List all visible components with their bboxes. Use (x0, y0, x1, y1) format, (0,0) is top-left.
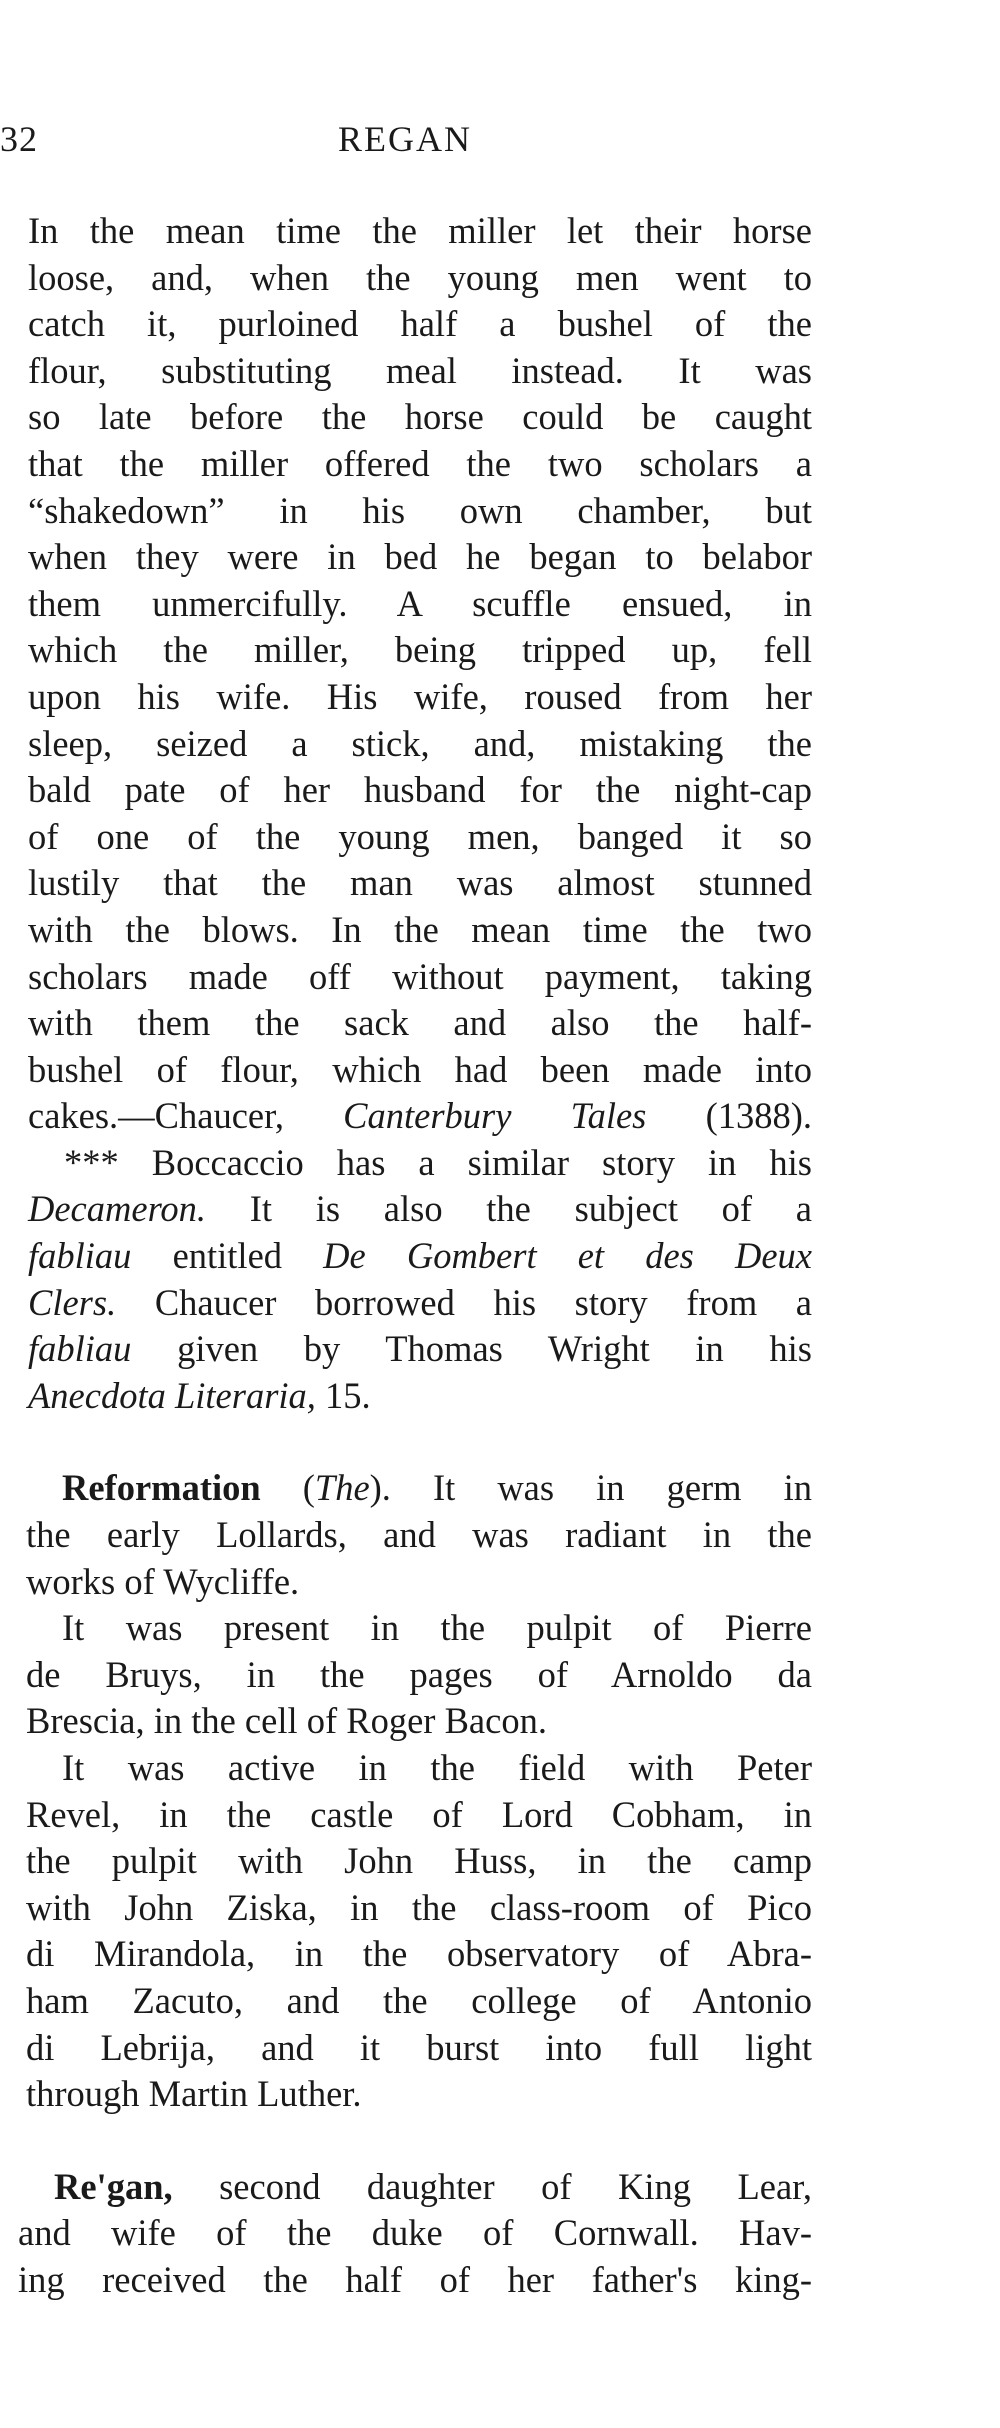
text-line: In the mean time the miller let their horse (28, 210, 812, 251)
text-line: so late before the horse could be caught (28, 396, 812, 438)
text-line: bushel of flour, which had been made into (28, 1048, 812, 1090)
entry-paragraph (26, 1605, 812, 1745)
citation-prefix: cakes.—Chaucer, (28, 1095, 344, 1137)
note-text: Chaucer borrowed his story from a (116, 1281, 812, 1323)
text-line: of one of the young men, banged it so (28, 815, 812, 857)
note-line (28, 1326, 812, 1373)
text-line: upon his wife. His wife, roused from her (28, 675, 812, 717)
text-line: with them the sack and also the half- (28, 1002, 812, 1044)
text-line: when they were in bed he began to belabor (28, 536, 812, 578)
work-title: De Gombert et des Deux (323, 1235, 812, 1277)
citation-line (28, 1093, 812, 1140)
text-line: which the miller, being tripped up, fell (28, 629, 812, 671)
note-text: given by Thomas Wright in his (131, 1328, 812, 1370)
text-line: with John Ziska, in the class-room of Pico (26, 1886, 812, 1928)
text-line: flour, substituting meal instead. It was (28, 349, 812, 391)
text-line: works of Wycliffe. (26, 1560, 300, 1602)
note-text: entitled (131, 1235, 324, 1277)
text-line: ham Zacuto, and the college of Antonio (26, 1979, 812, 2021)
entry-first-line (18, 2164, 812, 2211)
foreign-word: fabliau (28, 1235, 132, 1277)
work-title: Clers. (28, 1281, 117, 1323)
text-line: loose, and, when the young men went to (28, 256, 812, 298)
miller-story-paragraph (28, 208, 812, 1140)
entry-reformation (26, 1465, 812, 2117)
page-header (0, 118, 820, 168)
entry-text: second daughter of King Lear, (172, 2165, 812, 2207)
text-line: bald pate of her husband for the night-cap (28, 769, 812, 811)
entry-paragraph (18, 2164, 812, 2304)
work-title: Anecdota Literaria, (28, 1374, 316, 1416)
note-text: It is also the subject of a (206, 1188, 812, 1230)
headword-article: The (314, 1467, 370, 1509)
note-text: 15. (315, 1374, 371, 1416)
text-line: the early Lollards, and was radiant in the (26, 1514, 812, 1556)
text-line: scholars made off without payment, taking (28, 955, 812, 997)
text-line: the pulpit with John Huss, in the camp (26, 1840, 812, 1882)
entry-regan (18, 2164, 812, 2304)
work-title: Decameron. (28, 1188, 207, 1230)
note-line (28, 1280, 812, 1327)
text-line: It was active in the field with Peter (62, 1747, 812, 1788)
text-line: them unmercifully. A scuffle ensued, in (28, 582, 812, 624)
text-line: that the miller offered the two scholars a (28, 442, 812, 484)
note-line: *** Boccaccio has a similar story in his (64, 1141, 812, 1183)
text-line: lustily that the man was almost stunned (28, 862, 812, 904)
entry-headword: Reformation (62, 1467, 261, 1509)
work-title: Canterbury Tales (343, 1095, 647, 1137)
text-line: catch it, purloined half a bushel of the (28, 303, 812, 345)
page-number: 32 (0, 119, 38, 159)
citation-date: (1388). (646, 1095, 812, 1137)
text-line: and wife of the duke of Cornwall. Hav- (18, 2212, 812, 2254)
entry-spacer (28, 2118, 812, 2164)
note-line (28, 1186, 812, 1233)
running-head: REGAN (338, 119, 472, 159)
text-line: di Mirandola, in the observatory of Abra- (26, 1933, 812, 1975)
text-line: “shakedown” in his own chamber, but (28, 489, 812, 531)
text-line: sleep, seized a stick, and, mistaking the (28, 722, 812, 764)
text-line: Brescia, in the cell of Roger Bacon. (26, 1700, 547, 1742)
text-line: de Bruys, in the pages of Arnoldo da (26, 1653, 812, 1695)
entry-paragraph (26, 1465, 812, 1605)
text-line: Revel, in the castle of Lord Cobham, in (26, 1793, 812, 1835)
entry-headword: Re'gan, (54, 2165, 173, 2207)
note-line (28, 1373, 812, 1420)
entry-spacer (28, 1419, 812, 1465)
entry-paragraph (26, 1745, 812, 2118)
text-line: with the blows. In the mean time the two (28, 908, 812, 950)
text-line: ing received the half of her father's king- (18, 2258, 812, 2300)
text-line: It was present in the pulpit of Pierre (62, 1607, 812, 1649)
foreign-word: fabliau (28, 1328, 132, 1370)
note-line (28, 1233, 812, 1280)
note-paragraph (28, 1140, 812, 1420)
text-line: di Lebrija, and it burst into full light (26, 2026, 812, 2068)
text-column (18, 208, 813, 2304)
entry-first-line: Reformation (The). It was in germ in (62, 1467, 813, 1509)
entry-text: It was in germ in (390, 1467, 813, 1509)
text-line: through Martin Luther. (26, 2073, 362, 2115)
